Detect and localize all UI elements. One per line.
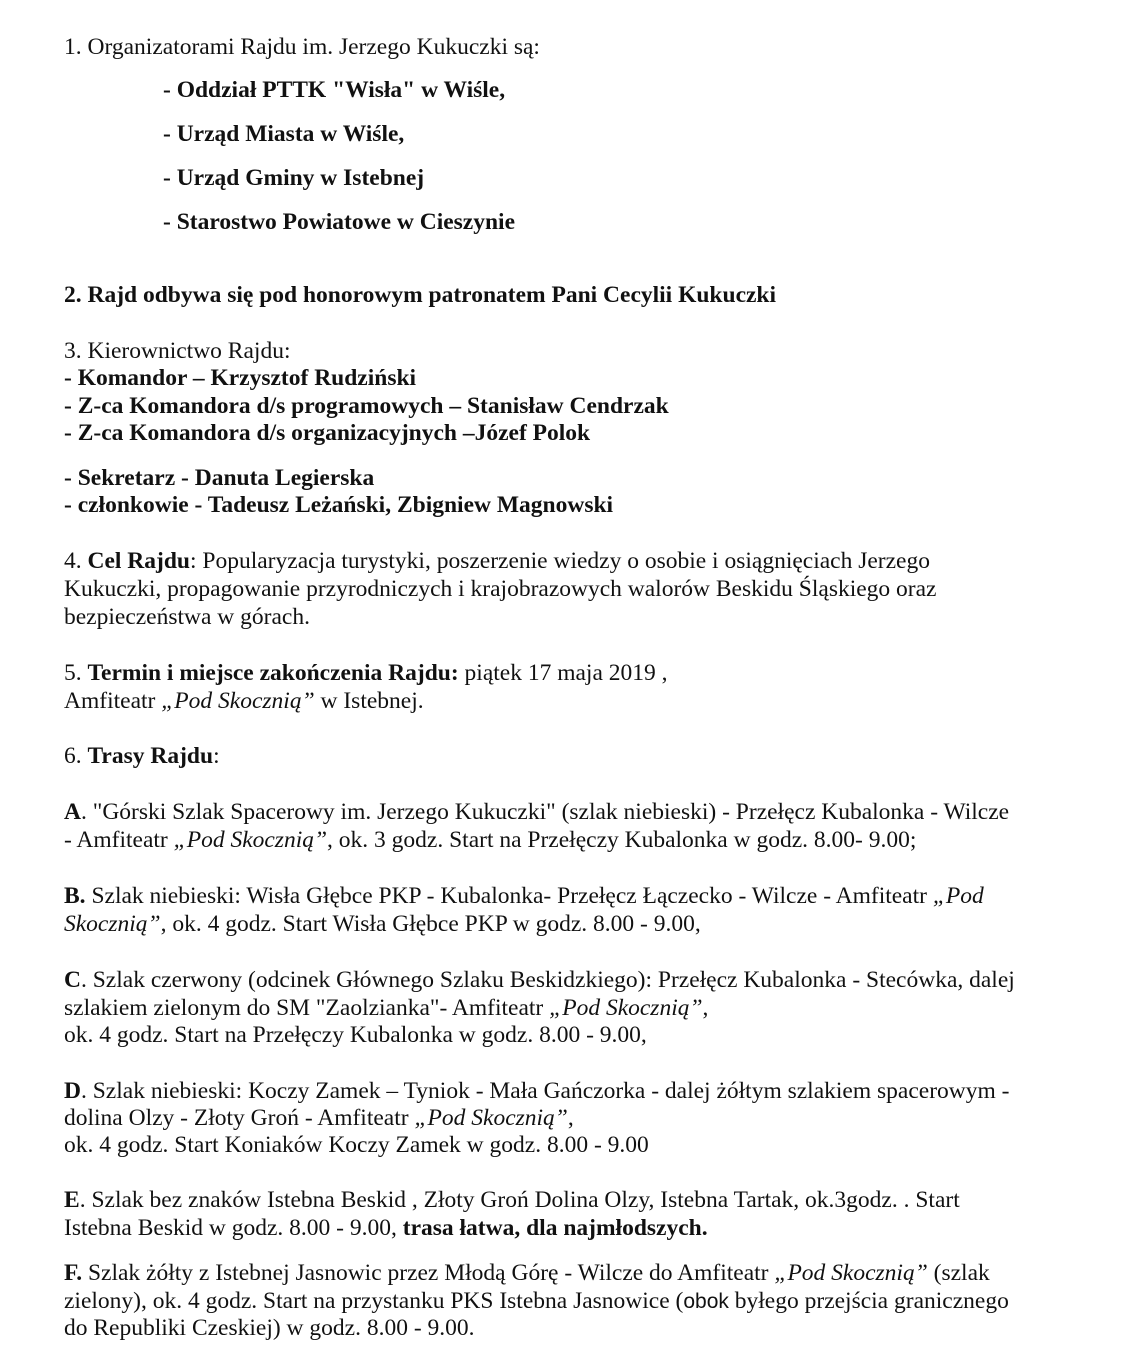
- route-a-line-1: A. "Górski Szlak Spacerowy im. Jerzego Kukuczki" (szlak niebieski) - Przełęcz Kubalonka - Wilcze: [64, 799, 1010, 825]
- route-b-line-2: Skocznią”, ok. 4 godz. Start Wisła Głębce PKP w godz. 8.00 - 9.00,: [64, 911, 701, 937]
- route-b-letter: B.: [64, 883, 86, 909]
- leadership-member: - Komandor – Krzysztof Rudziński: [64, 365, 417, 391]
- route-f-line-3: do Republiki Czeskiej) w godz. 8.00 - 9.00.: [64, 1315, 475, 1341]
- goal-line-2: Kukuczki, propagowanie przyrodniczych i krajobrazowych walorów Beskidu Śląskiego oraz: [64, 576, 937, 602]
- goal-line-1: 4. Cel Rajdu: Popularyzacja turystyki, poszerzenie wiedzy o osobie i osiągnięciach Jerzego: [64, 548, 930, 574]
- end-place-line: Amfiteatr „Pod Skocznią” w Istebnej.: [64, 688, 424, 714]
- route-f-letter: F.: [64, 1260, 83, 1286]
- end-date-line: 5. Termin i miejsce zakończenia Rajdu: piątek 17 maja 2019 ,: [64, 660, 668, 686]
- route-c-line-1: C. Szlak czerwony (odcinek Głównego Szlaku Beskidzkiego): Przełęcz Kubalonka - Stecówka, dalej: [64, 967, 1015, 993]
- route-f-line-1: F. Szlak żółty z Istebnej Jasnowic przez Młodą Górę - Wilcze do Amfiteatr „Pod Skocznią” (szlak: [64, 1260, 990, 1286]
- route-f-line-2: zielony), ok. 4 godz. Start na przystanku PKS Istebna Jasnowice (obok byłego przejścia granicznego: [64, 1288, 1009, 1314]
- patronage-line: 2. Rajd odbywa się pod honorowym patronatem Pani Cecylii Kukuczki: [64, 282, 777, 308]
- route-d-line-3: ok. 4 godz. Start Koniaków Koczy Zamek w godz. 8.00 - 9.00: [64, 1132, 649, 1158]
- route-a-line-2: - Amfiteatr „Pod Skocznią”, ok. 3 godz. Start na Przełęczy Kubalonka w godz. 8.00- 9.00;: [64, 827, 917, 853]
- route-c-line-3: ok. 4 godz. Start na Przełęczy Kubalonka w godz. 8.00 - 9.00,: [64, 1022, 647, 1048]
- organizers-heading: 1. Organizatorami Rajdu im. Jerzego Kukuczki są:: [64, 34, 540, 60]
- routes-heading: 6. Trasy Rajdu:: [64, 743, 220, 769]
- leadership-member: - Z-ca Komandora d/s organizacyjnych –Józef Polok: [64, 420, 591, 446]
- goal-line-3: bezpieczeństwa w górach.: [64, 604, 310, 630]
- leadership-heading: 3. Kierownictwo Rajdu:: [64, 338, 291, 364]
- route-e-letter: E: [64, 1187, 80, 1213]
- route-d-letter: D: [64, 1078, 81, 1104]
- route-c-letter: C: [64, 967, 81, 993]
- leadership-member: - członkowie - Tadeusz Leżański, Zbigniew Magnowski: [64, 492, 614, 518]
- route-e-line-1: E. Szlak bez znaków Istebna Beskid , Złoty Groń Dolina Olzy, Istebna Tartak, ok.3godz. . Start: [64, 1187, 960, 1213]
- route-b-line-1: B. Szlak niebieski: Wisła Głębce PKP - Kubalonka- Przełęcz Łączecko - Wilcze - Amfiteatr „Pod: [64, 883, 984, 909]
- route-c-line-2: szlakiem zielonym do SM "Zaolzianka"- Amfiteatr „Pod Skocznią”,: [64, 995, 709, 1021]
- goal-label: Cel Rajdu: [87, 548, 190, 574]
- end-label: Termin i miejsce zakończenia Rajdu:: [87, 660, 459, 686]
- route-d-line-1: D. Szlak niebieski: Koczy Zamek – Tyniok - Mała Gańczorka - dalej żółtym szlakiem spacerowym -: [64, 1078, 1010, 1104]
- organizer-item: - Starostwo Powiatowe w Cieszynie: [163, 209, 516, 235]
- route-e-line-2: Istebna Beskid w godz. 8.00 - 9.00, trasa łatwa, dla najmłodszych.: [64, 1215, 708, 1241]
- organizer-item: - Urząd Gminy w Istebnej: [163, 165, 425, 191]
- organizer-item: - Oddział PTTK "Wisła" w Wiśle,: [163, 77, 506, 103]
- organizer-item: - Urząd Miasta w Wiśle,: [163, 121, 405, 147]
- leadership-member: - Sekretarz - Danuta Legierska: [64, 465, 375, 491]
- leadership-member: - Z-ca Komandora d/s programowych – Stanisław Cendrzak: [64, 393, 669, 419]
- route-a-letter: A: [64, 799, 81, 825]
- route-d-line-2: dolina Olzy - Złoty Groń - Amfiteatr „Pod Skocznią”,: [64, 1105, 574, 1131]
